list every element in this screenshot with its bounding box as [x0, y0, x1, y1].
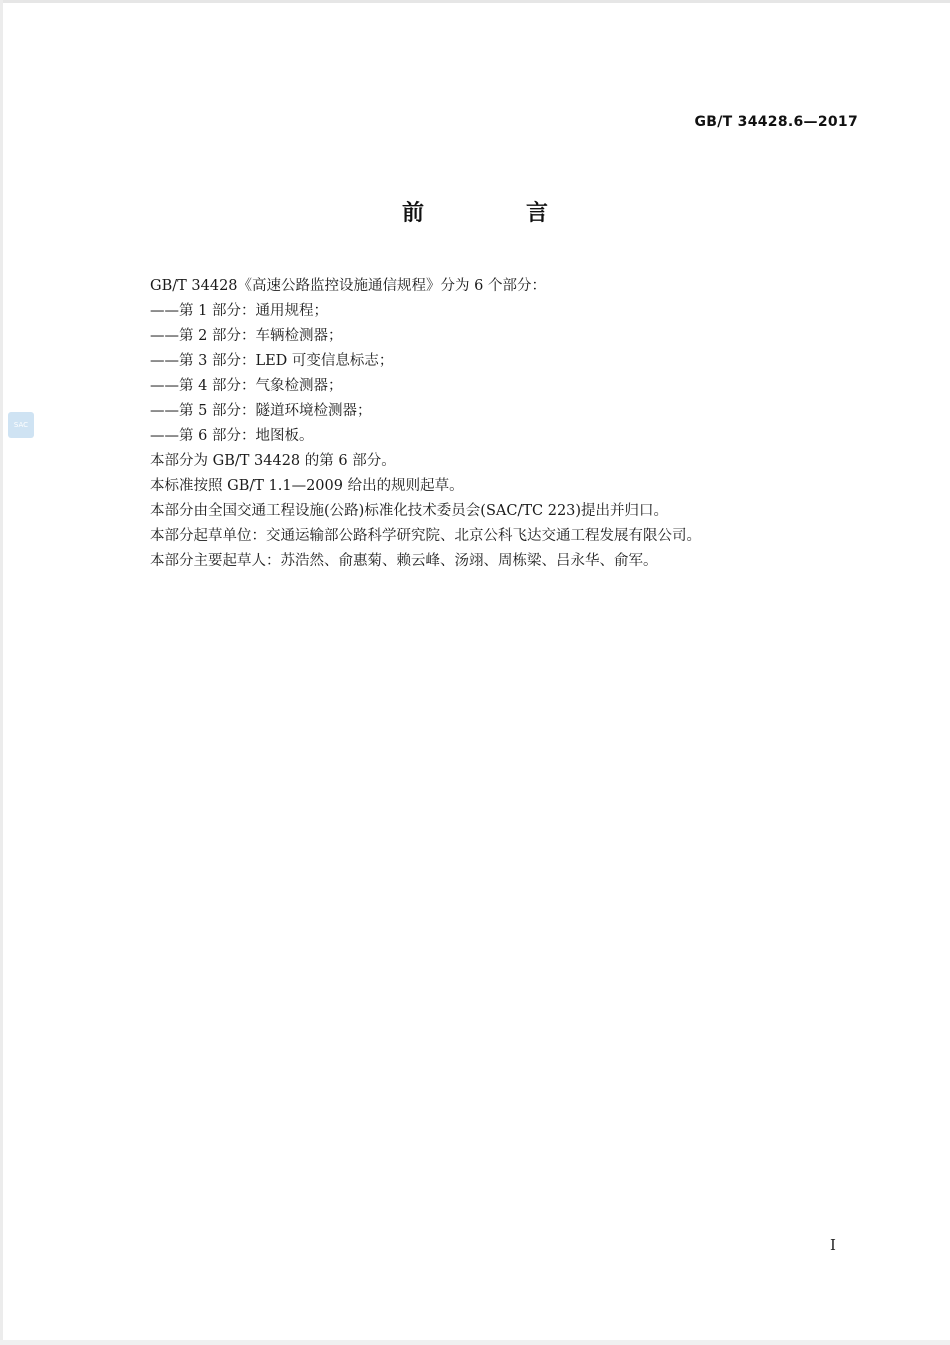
- list-item-part-4: ——第 4 部分：气象检测器；: [150, 378, 343, 394]
- paragraph-drafting-rules: 本标准按照 GB/T 1.1—2009 给出的规则起草。: [150, 478, 464, 494]
- paragraph-drafting-units: 本部分起草单位：交通运输部公路科学研究院、北京公科飞达交通工程发展有限公司。: [150, 528, 701, 544]
- list-item-part-3: ——第 3 部分：LED 可变信息标志；: [150, 353, 394, 369]
- list-item-part-6: ——第 6 部分：地图板。: [150, 428, 314, 444]
- page-bottom-edge: [0, 1340, 950, 1345]
- foreword-body: [150, 274, 870, 574]
- page-number: I: [830, 1236, 836, 1254]
- list-item-part-2: ——第 2 部分：车辆检测器；: [150, 328, 343, 344]
- page-top-edge: [0, 0, 950, 3]
- paragraph-drafters: 本部分主要起草人：苏浩然、俞惠菊、赖云峰、汤翊、周栋梁、吕永华、俞军。: [150, 553, 658, 569]
- standard-number: GB/T 34428.6—2017: [694, 114, 858, 130]
- list-item-part-1: ——第 1 部分：通用规程；: [150, 303, 328, 319]
- side-tab[interactable]: SAC: [8, 412, 34, 438]
- paragraph-proposer: 本部分由全国交通工程设施(公路)标准化技术委员会(SAC/TC 223)提出并归口。: [150, 503, 669, 519]
- paragraph-intro: GB/T 34428《高速公路监控设施通信规程》分为 6 个部分：: [150, 278, 546, 294]
- page-title: 前 言: [401, 201, 588, 226]
- list-item-part-5: ——第 5 部分：隧道环境检测器；: [150, 403, 372, 419]
- paragraph-part-statement: 本部分为 GB/T 34428 的第 6 部分。: [150, 453, 396, 469]
